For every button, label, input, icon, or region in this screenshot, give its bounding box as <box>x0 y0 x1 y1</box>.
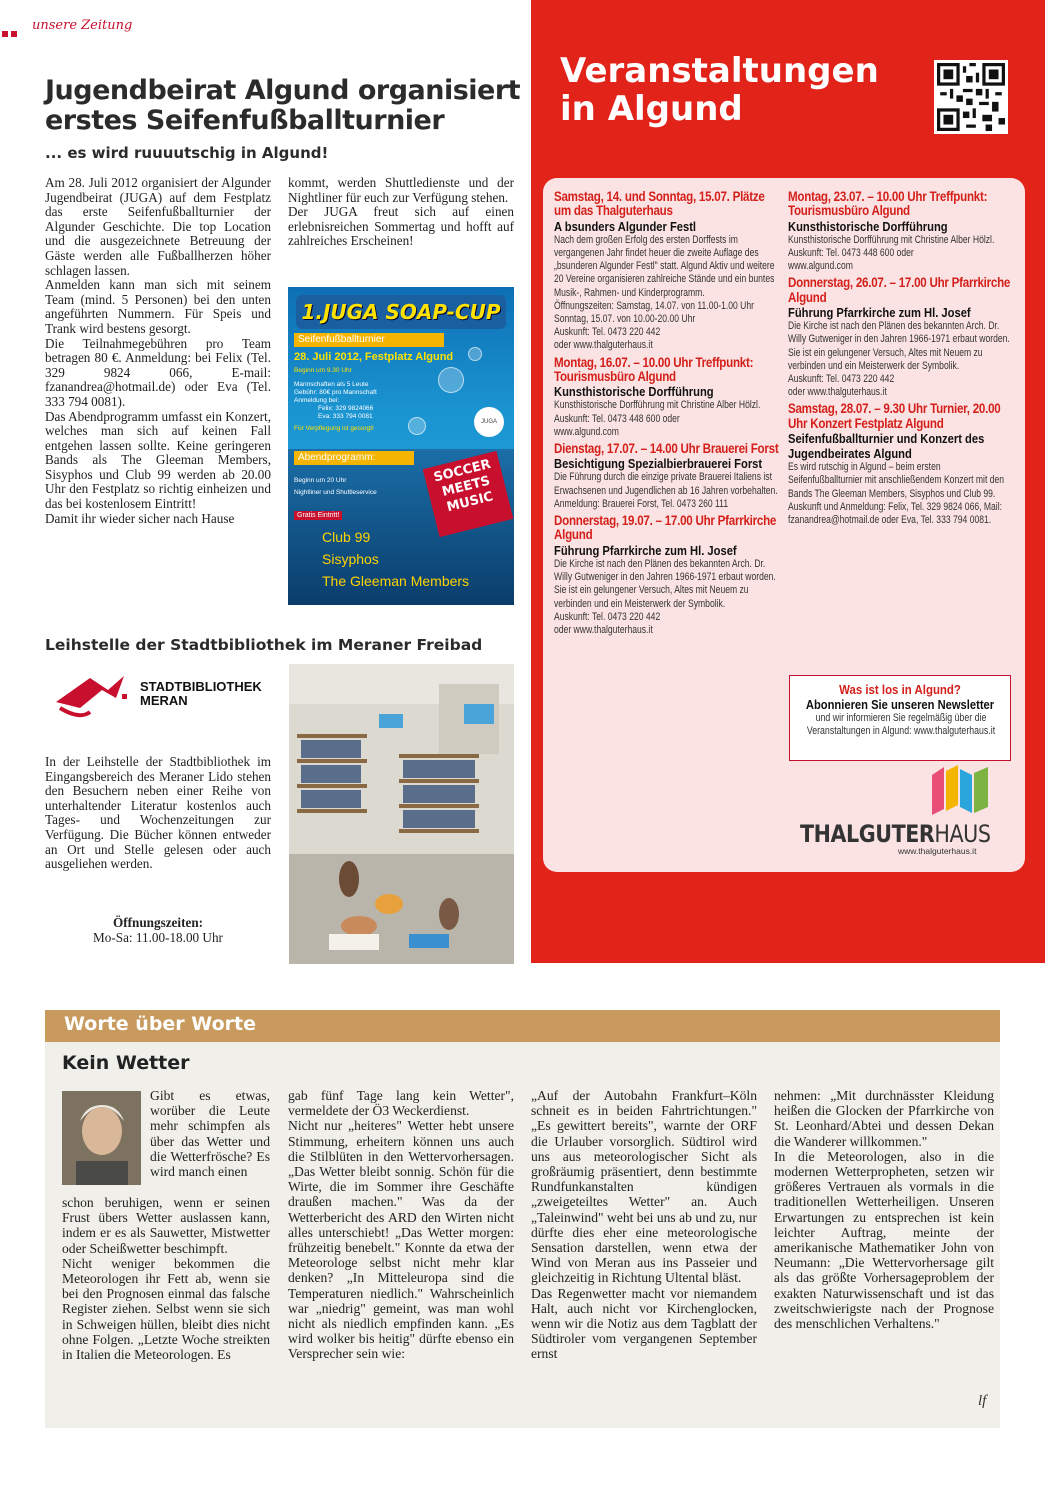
event-subject: Seifenfußballturnier und Konzert des Jugendbeirates Algund <box>788 431 985 462</box>
newsletter-cta[interactable]: Abonnieren Sie unseren Newsletter <box>805 697 995 712</box>
newsletter-box[interactable] <box>789 675 1011 761</box>
event-text: Die Führung durch die einzige private Brauerei Italiens ist Erwachsenen und Jugendlichen ab 16 Jahren vorbehalten. Anmeldung: Brauerei Forst, Tel. 0473 260 111 <box>554 471 778 510</box>
column-header: Worte über Worte <box>64 1013 256 1035</box>
article-column-1: Am 28. Juli 2012 organisiert der Algunder Jugendbeirat (JUGA) auf dem Festplatz das erste Seifenfußballturnier der Algunder Geschichte. Die top Location und die ausgezeichnete Betreuung der Gäste werden alle Fußballherzen höher schlagen lassen. Anmelden kann man sich mit seinem Team (mind. 5 Personen) bei den unten angeführten Nummern. Für Speis und Trank wird bestens gesorgt. Die Teilnahmegebühren pro Team betragen 80 €. Anmeldung: bei Felix (Tel. 329 9824 066, E-mail: fzanandrea@hotmail.de) oder Eva (Tel. 333 794 0081). Das Abendprogramm umfasst ein Konzert, welches man sich auf keinen Fall entgehen lassen sollte. Keine geringeren Bands als The Gleeman Members, Sisyphos und Club 99 werden ab 20.00 Uhr den Festplatz so richtig einheizen und das bei kostenlosem Eintritt! Damit ihr wieder sicher nach Hause <box>45 175 271 526</box>
event-date: Dienstag, 17.07. – 14.00 Uhr Brauerei Forst <box>554 441 779 457</box>
poster-band: The Gleeman Members <box>322 573 470 589</box>
bubble-shape <box>408 417 426 435</box>
poster-band: Club 99 <box>322 529 371 545</box>
column-text-3: „Auf der Autobahn Frankfurt–Köln schneit es in beiden Fahrtrichtungen." „Es gewittert bereits", warnte der ORF die Urlauber vorsorglich. Südtirol wird uns aus meteorologischer Sicht als großräumig präsentiert, denn bestimmte Rundfunkanstalten kündigen „zweigeteiltes Wetter" an. Auch „Taleinwind" weht bei uns ab und zu, nur dürfte dies eher eine meteorologische Sensation darstellen, wenn etwa der Wind von Meran aus ins Passeier und gleichzeitig in Richtung Ultental bläst. Das Regenwetter macht vor niemandem Halt, auch nicht vor Kirchenglocken, wenn wir die Notiz aus dem Tagblatt der Südtiroler vom vergangenen September ernst <box>531 1088 757 1362</box>
poster-start: Beginn um 9.30 Uhr <box>294 367 352 374</box>
poster-date: 28. Juli 2012, Festplatz Algund <box>294 351 454 363</box>
events-title: Veranstaltungen in Algund <box>560 51 879 129</box>
event-subject: Führung Pfarrkirche zum Hl. Josef <box>554 542 737 558</box>
poster-info: Mannschaften als 5 Leute <box>294 381 369 388</box>
column-text-1a: Gibt es etwas, worüber die Leute mehr schimpfen als über das Wetter und die Wetterfrösche? Es wird manch einen <box>150 1088 270 1180</box>
poster-info: Eva: 333 794 0081 <box>318 413 373 420</box>
event-item <box>554 442 782 511</box>
event-date: Montag, 16.07. – 10.00 Uhr Treffpunkt: Tourismusbüro Algund <box>554 354 754 385</box>
thalguterhaus-wordmark: THALGUTERHAUS <box>800 820 991 848</box>
poster-abend-info: Beginn um 20 Uhr <box>294 477 347 484</box>
event-item <box>554 356 782 439</box>
event-subject: Kunsthistorische Dorfführung <box>554 384 714 400</box>
qr-code-icon <box>934 60 1008 134</box>
poster-info: Felix: 329 9824066 <box>318 405 374 412</box>
poster-bar: Seifenfußballturnier <box>294 333 444 347</box>
poster-free: Gratis Eintritt! <box>294 511 342 520</box>
library-logo-text: STADTBIBLIOTHEK MERAN <box>140 679 262 708</box>
poster-info: Gebühr: 80€ pro Mannschaft <box>294 389 377 396</box>
column-text-1b: schon beruhigen, wenn er seinen Frust übers Wetter auslassen kann, indem er es als Sauwetter, Mistwetter oder Scheißwetter beschimpft. Nicht weniger bekommen die Meteorologen ihr Fett ab, wenn sie bei den Prognosen einmal das falsche Register ziehen. Selbst wenn sie sich in Schweigen hüllen, bleibt dies nicht ohne Folgen. „Letzte Woche streikten in Italien die Meteorologen. Es <box>62 1195 270 1363</box>
brand-logo: unsere Zeitung <box>32 18 133 33</box>
event-text: Die Kirche ist nach den Plänen des bekannten Arch. Dr. Willy Gutweniger in den Jahren 1966-1971 erbaut worden. Sie ist ein gelungener Versuch, Altes mit Neuem zu verbinden und ein Meisterwerk der Symbolik. Auskunft: Tel. 0473 220 442 oder www.thalguterhaus.it <box>554 557 776 636</box>
hours-value: Mo-Sa: 11.00-18.00 Uhr <box>93 930 223 945</box>
article-subtitle: ... es wird ruuuutschig in Algund! <box>45 144 329 162</box>
article-title: Jugendbeirat Algund organisiert erstes Seifenfußballturnier <box>45 75 521 136</box>
event-text: Es wird rutschig in Algund – beim ersten Seifenfußballturnier mit anschließendem Konzert mit den Bands The Gleeman Members, Sisyphos und Club 99. Auskunft und Anmeldung: Felix, Tel. 329 9824 066, Mail: fzanandrea@hotmail.de oder Eva, Tel. 333 794 0081. <box>788 461 1005 527</box>
event-subject: Besichtigung Spezialbierbrauerei Forst <box>554 456 763 472</box>
event-date: Donnerstag, 26.07. – 17.00 Uhr Pfarrkirche Algund <box>788 275 1011 305</box>
event-date: Donnerstag, 19.07. – 17.00 Uhr Pfarrkirche Algund <box>554 513 777 543</box>
article2-body: In der Leihstelle der Stadtbibliothek im Eingangsbereich des Meraner Lido stehen den Besuchern neben einer Reihe von unterhaltender Literatur kostenlos auch Tages- und Wochenzeitungen zur Verfügung. Die Bücher können entweder an Ort und Stelle gelesen oder auch ausgeliehen werden. <box>45 754 271 872</box>
column-text-2: gab fünf Tage lang kein Wetter", vermeldete der Ö3 Weckerdienst. Nicht nur „heiteres" Wetter hebt unsere Stimmung, erheitern können uns auch die Stilblüten in den Wettervorhersagen. „Das Wetter bleibt sonnig. Schön für die Wirte, die im Sommer ihre Geschäfte draußen machen." Was da der Wetterbericht des ARD den Wirten nicht alles unterschiebt! „Das Wetter morgen: frühzeitig benebelt." Konnte da etwa der Meteorologe selbst nicht mehr klar denken? „In Mitteleuropa sind die Temperaturen niedlich." Wahrscheinlich war „niedrig" gemeint, was man wohl nicht als niedlich empfinden kann. „Es wird wolker bis heitig" dürfte ebenso ein Versprecher sein wie: <box>288 1088 514 1362</box>
thalguterhaus-url[interactable]: www.thalguterhaus.it <box>898 846 977 856</box>
event-text: Kunsthistorische Dorfführung mit Christine Alber Hölzl. Auskunft: Tel. 0473 448 600 oder www.algund.com <box>554 399 761 438</box>
event-date: Montag, 23.07. – 10.00 Uhr Treffpunkt: Tourismusbüro Algund <box>788 189 988 219</box>
event-date: Samstag, 14. und Sonntag, 15.07. Plätze um das Thalguterhaus <box>554 189 765 219</box>
events-column-left <box>554 190 782 640</box>
library-photo <box>289 664 514 964</box>
hours-label: Öffnungszeiten: <box>112 915 204 930</box>
column-text-4: nehmen: „Mit durchnässter Kleidung heißen die Glocken der Pfarrkirche von St. Leonhard/Abtei und dessen Dekan die Wanderer willkommen." In die Meteorologen, also in die modernen Wetterpropheten, setzen wir größeres Vertrauen als vormals in die traditionellen Wetterheiligen. Unseren Erwartungen zu entsprechen ist kein leichter Auftrag, meinte der amerikanische Mathematiker John von Neumann: „Die Wettervorhersage gilt als das größte Vorhersageproblem der exakten Naturwissenschaft und ist das zweitschwierigste nach der Prognose des menschlichen Verhaltens." <box>774 1088 994 1332</box>
page-marker <box>2 24 32 32</box>
poster-abend-info: Nightliner und Shuttleservice <box>294 489 377 496</box>
events-column-right <box>788 190 1016 530</box>
article-column-2: kommt, werden Shuttledienste und der Nightliner für euch zur Verfügung stehen. Der JUGA freut sich auf einen erlebnisreichen Sommertag und hofft auf zahlreiches Erscheinen! <box>288 175 514 249</box>
event-text: Die Kirche ist nach den Plänen des bekannten Arch. Dr. Willy Gutweniger in den Jahren 1966-1971 erbaut worden. Sie ist ein gelungener Versuch, Altes mit Neuem zu verbinden und ein Meisterwerk der Symbolik. Auskunft: Tel. 0473 220 442 oder www.thalguterhaus.it <box>788 320 1010 399</box>
juga-logo: JUGA <box>474 407 504 437</box>
column-title: Kein Wetter <box>62 1052 190 1074</box>
event-item <box>788 402 1016 527</box>
poster-title: 1.JUGA SOAP-CUP <box>296 295 506 329</box>
event-date: Samstag, 28.07. – 9.30 Uhr Turnier, 20.00 Uhr Konzert Festplatz Algund <box>788 401 1001 431</box>
event-subject: Führung Pfarrkirche zum Hl. Josef <box>788 305 971 321</box>
event-text: Nach dem großen Erfolg des ersten Dorffests im vergangenen Jahr findet heuer die zweite Auflage des „bsunderen Algunder Festl" statt. Algund Aktiv und weitere 20 Vereine organisieren zahlreiche Stände und ein buntes Musik-, Rahmen- und Kinderprogramm. Öffnungszeiten: Samstag, 14.07. von 11.00-1.00 Uhr Sonntag, 15.07. von 10.00-20.00 Uhr Auskunft: Tel. 0473 220 442 oder www.thalguterhaus.it <box>554 233 775 352</box>
event-item <box>788 276 1016 399</box>
event-item <box>788 190 1016 273</box>
poster-abend: Abendprogramm: <box>294 451 414 465</box>
bubble-shape <box>438 367 464 393</box>
event-text: Kunsthistorische Dorfführung mit Christine Alber Hölzl. Auskunft: Tel. 0473 448 600 oder www.algund.com <box>788 233 995 273</box>
event-subject: Kunsthistorische Dorfführung <box>788 218 948 234</box>
event-poster <box>288 287 514 605</box>
event-item <box>554 190 782 353</box>
soccer-badge: SOCCER MEETS MUSIC <box>423 451 514 537</box>
newsletter-question: Was ist los in Algund? <box>839 682 961 697</box>
poster-band: Sisyphos <box>322 551 379 567</box>
thalguterhaus-logo-icon <box>930 765 990 817</box>
poster-info: Für Verpflegung ist gesorgt! <box>294 425 374 432</box>
newsletter-text: und wir informieren Sie regelmäßig über die Veranstaltungen in Algund: www.thalguterhaus.it <box>806 712 996 737</box>
article2-title: Leihstelle der Stadtbibliothek im Meraner Freibad <box>45 636 483 654</box>
poster-info: Anmeldung bei: <box>294 397 340 404</box>
event-subject: A bsunders Algunder Festl <box>554 218 697 234</box>
author-signature: lf <box>978 1393 987 1409</box>
event-item <box>554 514 782 637</box>
author-portrait <box>62 1091 141 1185</box>
